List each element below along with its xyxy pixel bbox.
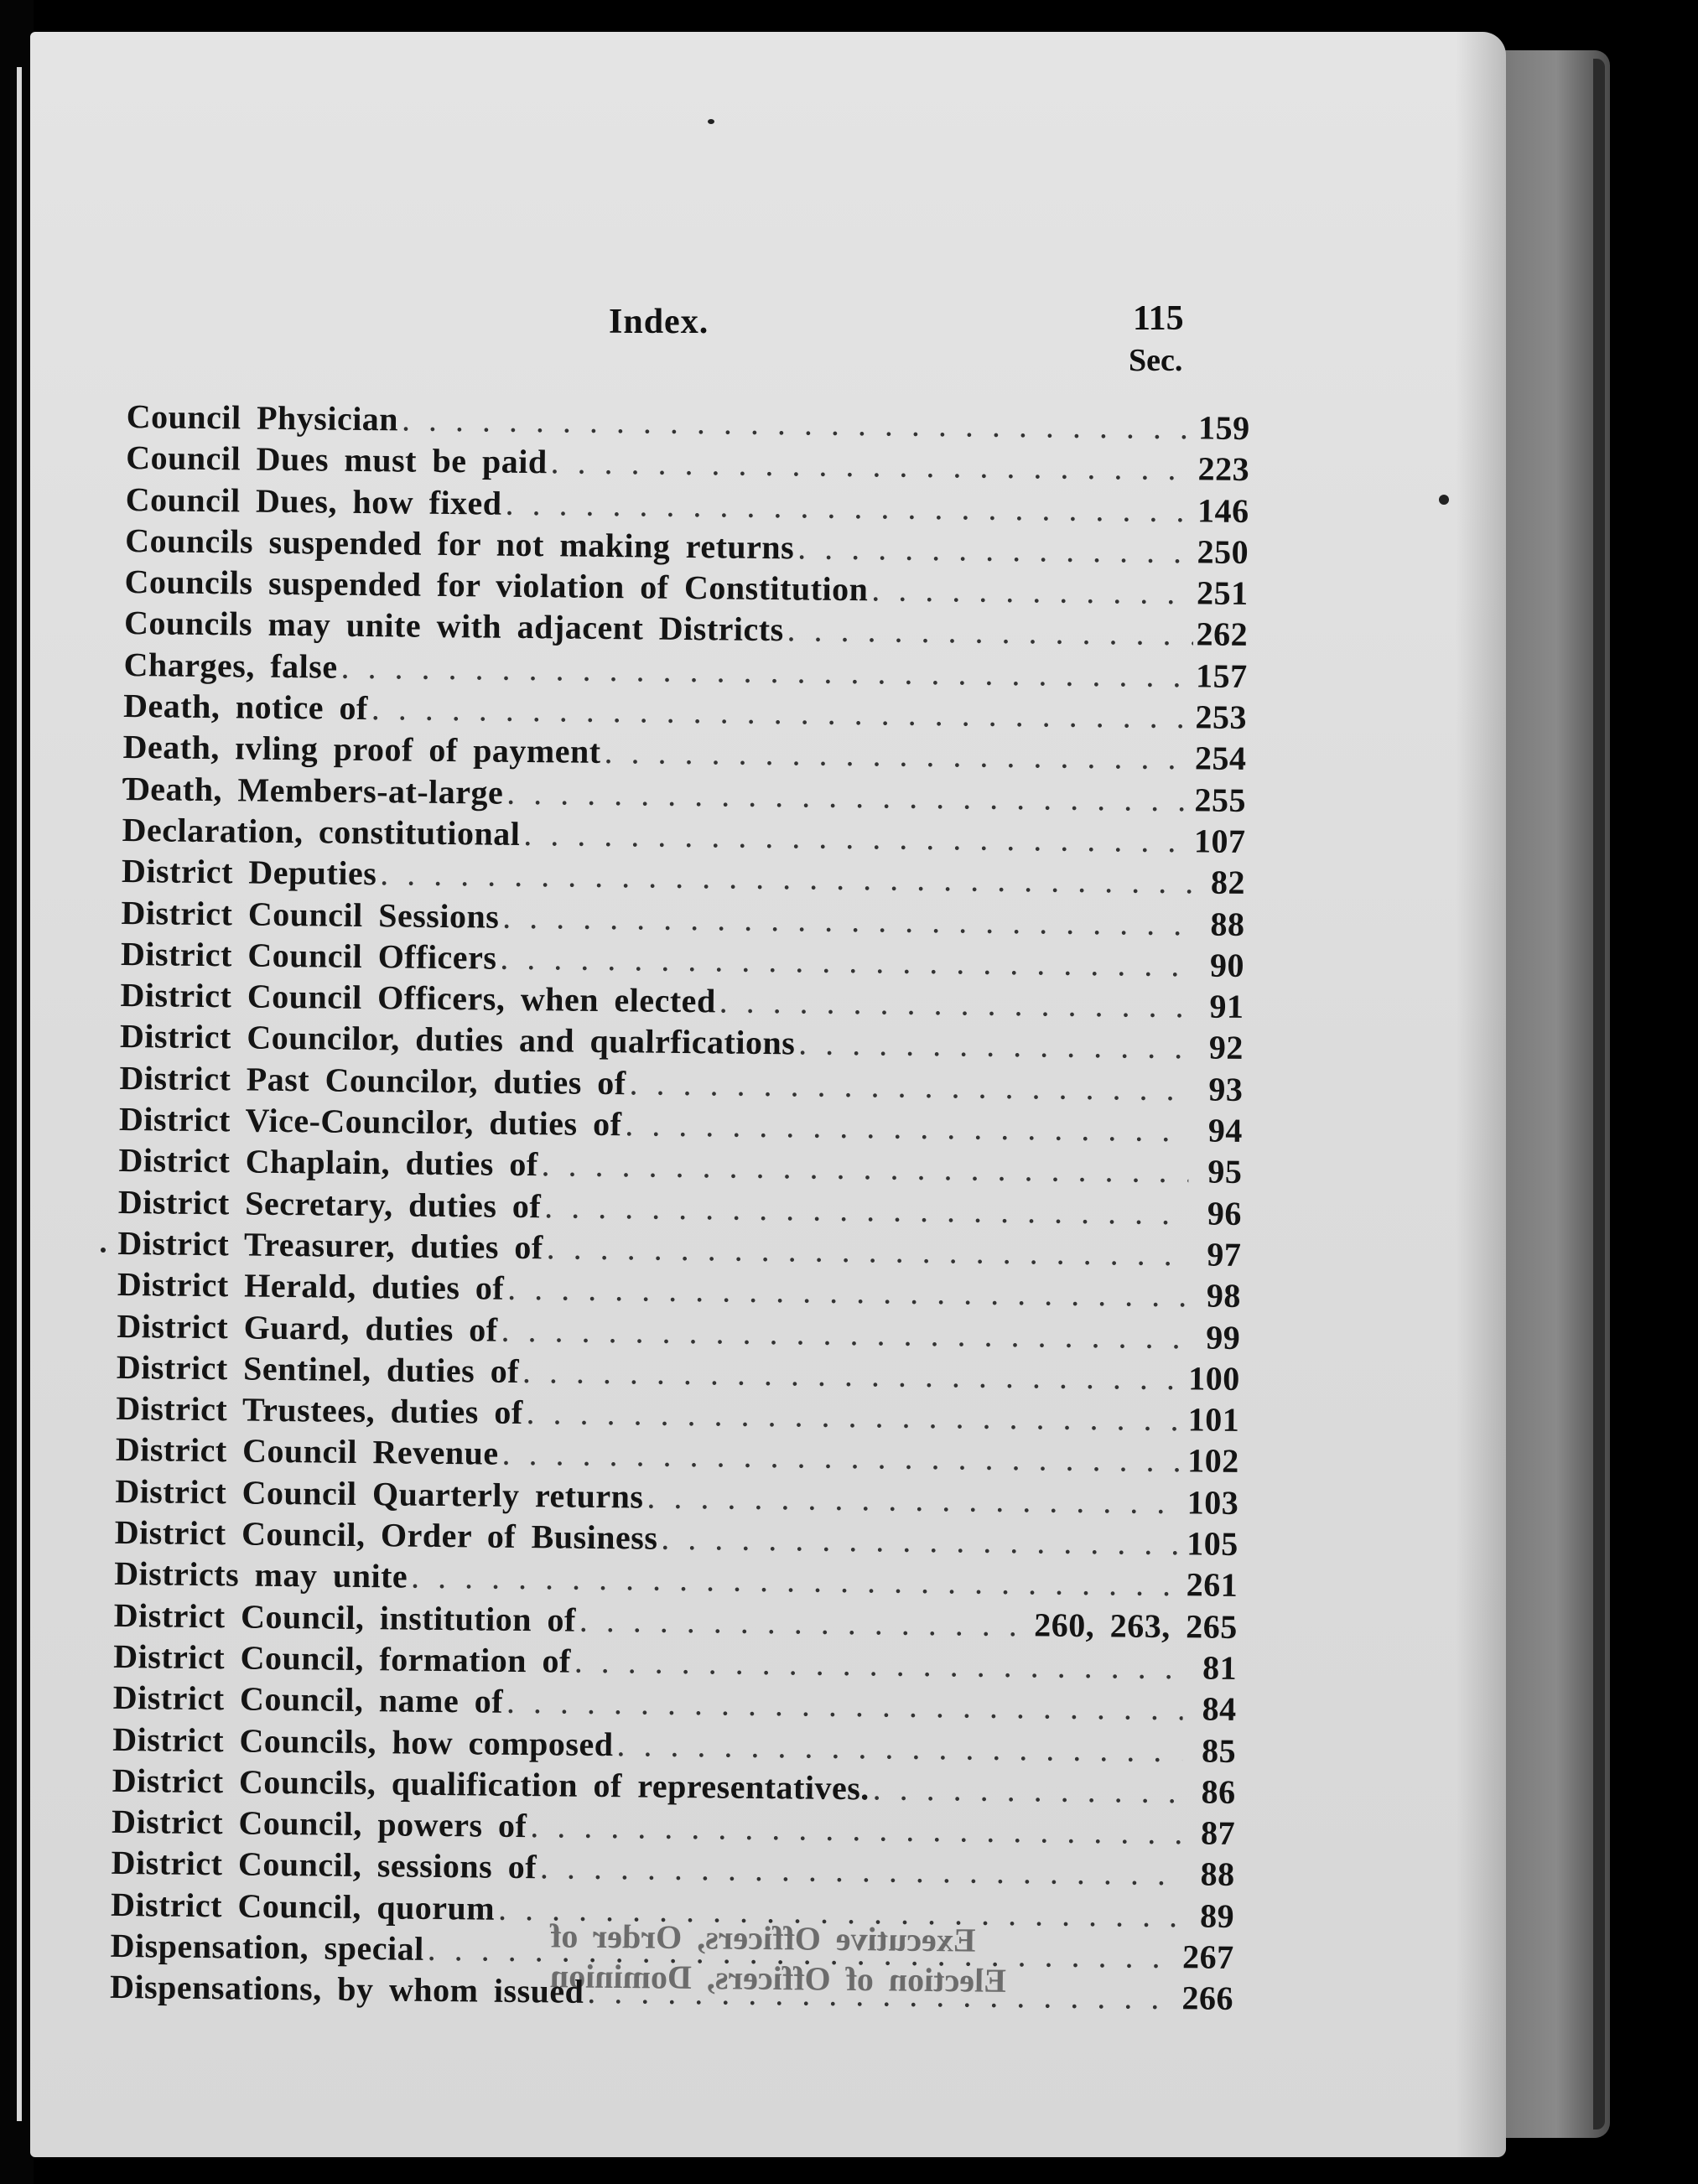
index-entry-label: Ɗeath, Members-at-large bbox=[122, 769, 504, 812]
index-entry-label: District Council, powers of bbox=[111, 1803, 527, 1845]
index-entry-section: 260, 263, 265 bbox=[1033, 1606, 1238, 1646]
dot-leader bbox=[523, 814, 1191, 860]
index-entry-section: 85 bbox=[1201, 1731, 1237, 1770]
index-entry-label: District Trustees, duties of bbox=[116, 1389, 523, 1432]
bleed-through-text: Election of Officers, Dominion bbox=[549, 1957, 1007, 2000]
index-entry-section: 86 bbox=[1201, 1772, 1236, 1811]
index-entry-section: 92 bbox=[1208, 1029, 1244, 1067]
index-entry-label: District Council, institution of bbox=[113, 1595, 577, 1639]
dot-leader bbox=[501, 1434, 1184, 1481]
index-entry-label: District Herald, duties of bbox=[117, 1265, 505, 1308]
dot-leader bbox=[522, 1351, 1186, 1398]
dot-leader bbox=[506, 772, 1192, 819]
index-entry-label: District Council Quarterly returns bbox=[115, 1471, 644, 1516]
dot-leader bbox=[505, 483, 1194, 530]
index-entry-section: 91 bbox=[1209, 987, 1244, 1026]
index-entry-label: District Past Councilor, duties of bbox=[119, 1058, 626, 1102]
index-entry-section: 159 bbox=[1197, 408, 1250, 448]
index-entry-label: District Council Officers, when elected bbox=[120, 976, 716, 1020]
dot-leader bbox=[541, 1145, 1188, 1191]
ink-speck bbox=[1439, 495, 1449, 505]
index-entry-section: 254 bbox=[1194, 739, 1247, 778]
index-entry-section: 97 bbox=[1207, 1235, 1242, 1274]
dot-leader bbox=[544, 1186, 1188, 1232]
dot-leader bbox=[340, 646, 1192, 695]
index-entry-label: District Council, quorum bbox=[110, 1885, 496, 1927]
index-entry-section: 88 bbox=[1210, 905, 1245, 943]
index-entry-label: Declaration, constitutional bbox=[122, 810, 521, 853]
index-entry-section: 87 bbox=[1200, 1813, 1236, 1853]
index-entry-section: 261 bbox=[1186, 1565, 1238, 1605]
dot-leader bbox=[574, 1642, 1184, 1688]
dot-leader bbox=[380, 853, 1192, 901]
section-column-label: Sec. bbox=[1129, 343, 1183, 378]
index-entry-section: 267 bbox=[1181, 1938, 1234, 1976]
index-entry-label: Councils may unite with adjacent Districts bbox=[123, 604, 784, 649]
index-entry-label: District Council Sessions bbox=[121, 893, 500, 936]
index-entry-label: District Chaplain, duties of bbox=[118, 1141, 538, 1184]
dot-leader bbox=[797, 527, 1194, 571]
index-entry-label: District Secretary, duties of bbox=[117, 1182, 542, 1225]
index-entry-section: 250 bbox=[1197, 532, 1249, 571]
index-entry-label: District Treasurer, duties of bbox=[117, 1223, 543, 1267]
index-entry-label: District Guard, duties of bbox=[117, 1306, 498, 1349]
dot-leader bbox=[507, 1268, 1187, 1315]
index-entry-section: 99 bbox=[1206, 1318, 1241, 1357]
index-entry-section: 100 bbox=[1188, 1359, 1241, 1398]
index-entry-section: 95 bbox=[1207, 1152, 1243, 1191]
index-entry-label: Districts may unite bbox=[114, 1554, 408, 1595]
dot-leader bbox=[625, 1104, 1189, 1149]
dot-leader bbox=[646, 1476, 1184, 1522]
dot-leader bbox=[502, 896, 1192, 943]
dot-leader bbox=[371, 688, 1192, 736]
index-entry-section: 253 bbox=[1195, 698, 1248, 737]
index-entry-label: Council Physician bbox=[126, 397, 399, 438]
dot-leader bbox=[526, 1393, 1185, 1439]
index-entry-section: 88 bbox=[1200, 1855, 1235, 1894]
index-entry-label: District Council, name of bbox=[112, 1678, 504, 1720]
dot-leader bbox=[719, 982, 1190, 1026]
dot-leader bbox=[787, 610, 1192, 654]
page-shadow bbox=[1456, 32, 1506, 2157]
dot-leader bbox=[550, 443, 1195, 489]
index-page bbox=[30, 32, 1506, 2157]
index-entry-section: 157 bbox=[1195, 656, 1248, 695]
index-entry-label: Council Dues must be paid bbox=[126, 438, 548, 481]
index-entry-section: 90 bbox=[1209, 946, 1245, 984]
dot-leader bbox=[530, 1806, 1181, 1852]
index-entry-section: 103 bbox=[1187, 1483, 1239, 1522]
index-entry-label: District Councils, qualification of representatives. bbox=[112, 1761, 870, 1808]
index-entry-section: 146 bbox=[1197, 490, 1249, 530]
index-entry-label: District Council Officers bbox=[120, 934, 497, 977]
index-entry-list bbox=[110, 397, 1250, 2021]
left-page-spine-line bbox=[17, 67, 22, 2121]
index-entry-section: 102 bbox=[1187, 1441, 1240, 1481]
index-entry-label: District Council, formation of bbox=[113, 1637, 572, 1680]
dot-leader bbox=[547, 1227, 1188, 1274]
index-entry-label: District Council, sessions of bbox=[111, 1844, 537, 1886]
index-entry-section: 94 bbox=[1207, 1111, 1244, 1150]
index-entry-section: 262 bbox=[1196, 615, 1249, 654]
ink-speck bbox=[708, 119, 714, 124]
index-entry-label: District Councilor, duties and qualrfications bbox=[119, 1017, 796, 1062]
index-entry-label: Councils suspended for violation of Constitution bbox=[124, 563, 869, 609]
index-entry-label: District Vice-Councilor, duties of bbox=[118, 1100, 622, 1144]
ink-speck bbox=[101, 1248, 106, 1253]
index-entry-section: 98 bbox=[1206, 1276, 1242, 1315]
page-number: 115 bbox=[1133, 299, 1184, 338]
index-entry-label: Dispensation, special bbox=[110, 1926, 424, 1968]
dot-leader bbox=[661, 1518, 1183, 1564]
index-entry-label: District Deputies bbox=[121, 852, 377, 893]
dot-leader bbox=[402, 399, 1196, 447]
index-entry-section: 89 bbox=[1199, 1896, 1235, 1935]
dot-leader bbox=[500, 938, 1191, 985]
dot-leader bbox=[873, 1768, 1182, 1811]
index-entry-section: 84 bbox=[1202, 1689, 1237, 1729]
index-entry-section: 82 bbox=[1210, 863, 1246, 902]
dot-leader bbox=[540, 1848, 1181, 1894]
index-entry-section: 251 bbox=[1196, 573, 1249, 613]
index-entry-section: 81 bbox=[1202, 1648, 1238, 1687]
index-entry-section: 223 bbox=[1197, 449, 1250, 489]
dot-leader bbox=[411, 1557, 1183, 1605]
index-entry-label: District Council, Order of Business bbox=[114, 1512, 658, 1557]
index-entry-section: 93 bbox=[1208, 1070, 1244, 1108]
index-entry-section: 107 bbox=[1193, 822, 1246, 860]
dot-leader bbox=[629, 1063, 1189, 1108]
index-entry-label: District Councils, how composed bbox=[112, 1720, 614, 1763]
index-entry-label: Charges, false bbox=[123, 645, 338, 686]
index-entry-section: 105 bbox=[1187, 1524, 1238, 1563]
index-entry-label: Councils suspended for not making returns bbox=[124, 521, 795, 567]
bleed-through-text: Executive Officers, Order of bbox=[549, 1917, 976, 1959]
index-entry-label: District Sentinel, duties of bbox=[116, 1347, 520, 1390]
dot-leader bbox=[871, 570, 1193, 613]
index-entry-section: 266 bbox=[1181, 1979, 1234, 2018]
index-entry-label: District Council Revenue bbox=[115, 1430, 499, 1473]
dot-leader bbox=[579, 1600, 1031, 1644]
index-entry-section: 101 bbox=[1187, 1400, 1240, 1440]
index-entry-label: Death, notice of bbox=[122, 687, 369, 728]
index-entry-label: Death, ɪvling proof of payment bbox=[122, 728, 601, 771]
page-title: Index. bbox=[609, 303, 709, 341]
dot-leader bbox=[501, 1310, 1187, 1357]
index-entry-section: 96 bbox=[1207, 1194, 1243, 1232]
dot-leader bbox=[798, 1024, 1190, 1067]
index-entry-label: Dispensations, by whom issued bbox=[109, 1968, 584, 2011]
page-header bbox=[30, 292, 1506, 378]
index-entry-label: Council Dues, how fixed bbox=[125, 480, 502, 522]
dot-leader bbox=[616, 1725, 1182, 1770]
dot-leader bbox=[604, 732, 1192, 777]
book-cover-edge bbox=[1593, 59, 1605, 2130]
dot-leader bbox=[506, 1682, 1183, 1728]
index-entry-section: 255 bbox=[1194, 781, 1247, 819]
